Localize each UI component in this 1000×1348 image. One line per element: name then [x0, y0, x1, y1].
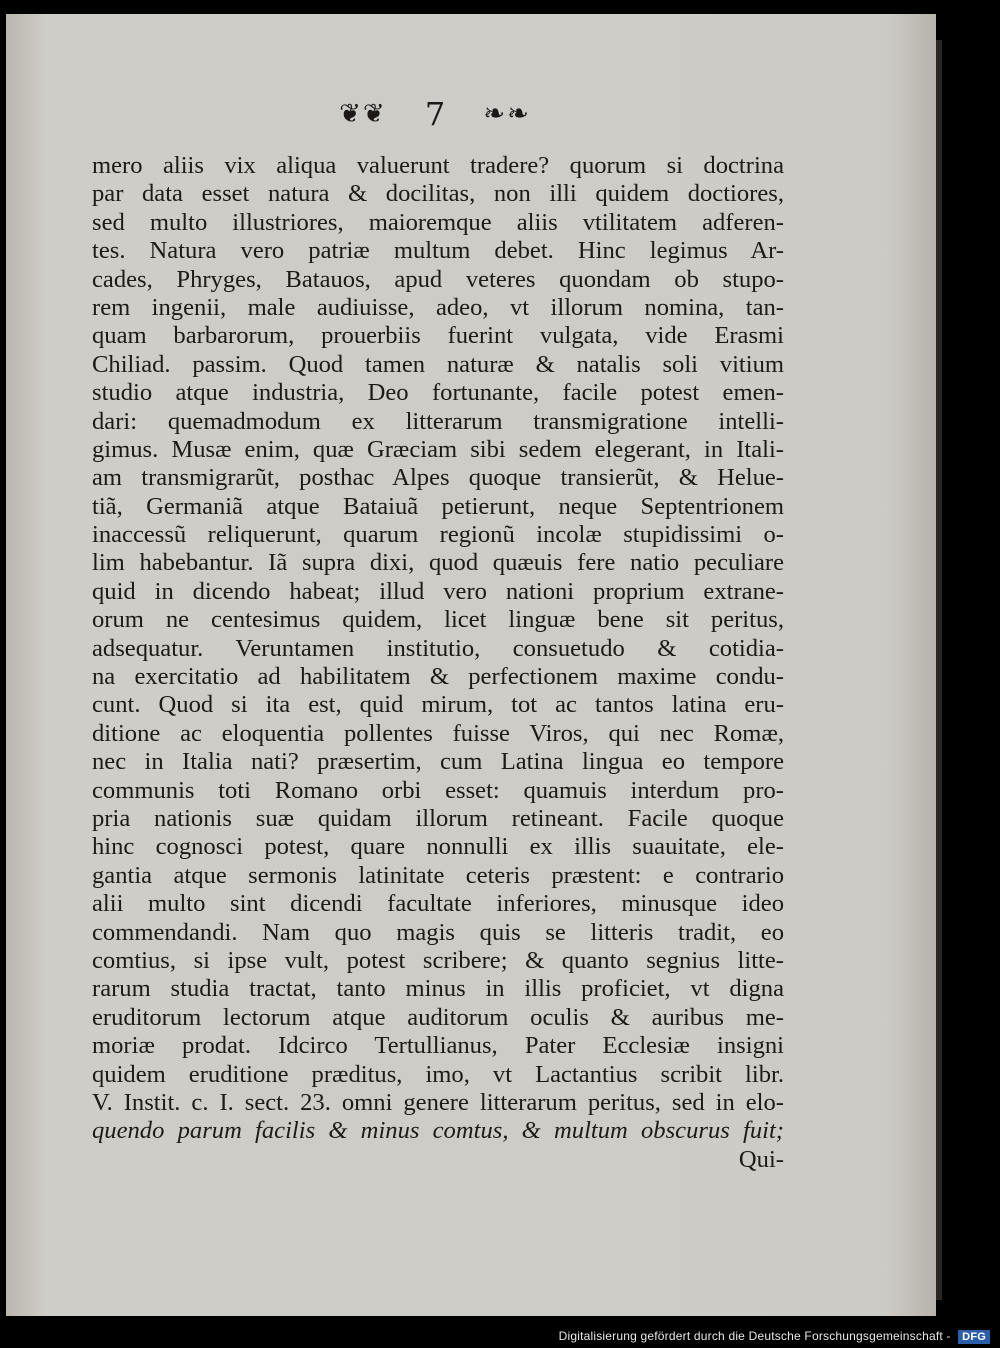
text-line: gantia atque sermonis latinitate ceteris præstent: e contrario [92, 861, 784, 889]
text-line: studio atque industria, Deo fortunante, facile potest emen- [92, 379, 784, 407]
text-line: commendandi. Nam quo magis quis se litteris tradit, eo [92, 918, 784, 946]
text-line: orum ne centesimus quidem, licet linguæ bene sit peritus, [92, 606, 784, 634]
text-line: tes. Natura vero patriæ multum debet. Hinc legimus Ar- [92, 237, 784, 265]
text-line: rem ingenii, male audiuisse, adeo, vt illorum nomina, tan- [92, 293, 784, 321]
page-header [0, 92, 870, 133]
text-line: hinc cognosci potest, quare nonnulli ex illis suauitate, ele- [92, 833, 784, 861]
text-line: cunt. Quod si ita est, quid mirum, tot ac tantos latina eru- [92, 691, 784, 719]
text-line: cades, Phryges, Batauos, apud veteres quondam ob stupo- [92, 265, 784, 293]
ornament-left-icon: ❦❦ [339, 98, 387, 129]
text-line: tiã, Germaniã atque Bataiuã petierunt, neque Septentrionem [92, 492, 784, 520]
digitization-credit [559, 1329, 990, 1344]
text-line: pria nationis suæ quidam illorum retineant. Facile quoque [92, 804, 784, 832]
text-line: Chiliad. passim. Quod tamen naturæ & natalis soli vitium [92, 350, 784, 378]
text-line: alii multo sint dicendi facultate inferiores, minusque ideo [92, 890, 784, 918]
text-line: na exercitatio ad habilitatem & perfectionem maxime condu- [92, 663, 784, 691]
ornament-right-icon: ❧❧ [483, 98, 531, 129]
text-line: rarum studia tractat, tanto minus in illis proficiet, vt digna [92, 975, 784, 1003]
text-line: adsequatur. Veruntamen institutio, consuetudo & cotidia- [92, 634, 784, 662]
text-line: ditione ac eloquentia pollentes fuisse Viros, qui nec Romæ, [92, 719, 784, 747]
page-number: 7 [424, 94, 446, 133]
page-edge [936, 40, 942, 1300]
text-line: comtius, si ipse vult, potest scribere; & quanto segnius litte- [92, 946, 784, 974]
text-line: communis toti Romano orbi esset: quamuis interdum pro- [92, 776, 784, 804]
text-line: lim habebantur. Iã supra dixi, quod quæuis fere natio peculiare [92, 549, 784, 577]
text-line: gimus. Musæ enim, quæ Græciam sibi sedem elegerant, in Itali- [92, 435, 784, 463]
text-line: V. Instit. c. I. sect. 23. omni genere litterarum peritus, sed in elo- [92, 1088, 784, 1116]
text-line: quidem eruditione præditus, imo, vt Lactantius scribit libr. [92, 1060, 784, 1088]
text-line: am transmigrarũt, posthac Alpes quoque transierũt, & Helue- [92, 464, 784, 492]
text-line: nec in Italia nati? præsertim, cum Latina lingua eo tempore [92, 748, 784, 776]
text-line: dari: quemadmodum ex litterarum transmigratione intelli- [92, 407, 784, 435]
text-line: sed multo illustriores, maioremque aliis vtilitatem adferen- [92, 208, 784, 236]
text-line: eruditorum lectorum atque auditorum oculis & auribus me- [92, 1003, 784, 1031]
text-line: quid in dicendo habeat; illud vero nationi proprium extrane- [92, 577, 784, 605]
body-text [92, 152, 784, 1174]
credit-text: Digitalisierung gefördert durch die Deutsche Forschungsgemeinschaft - [558, 1329, 951, 1343]
dfg-logo: DFG [958, 1330, 990, 1344]
text-line: mero aliis vix aliqua valuerunt tradere? quorum si doctrina [92, 152, 784, 179]
catchword: Qui- [738, 1145, 784, 1173]
text-line: inaccessũ reliquerunt, quarum regionũ incolæ stupidissimi o- [92, 521, 784, 549]
text-line: par data esset natura & docilitas, non illi quidem doctiores, [92, 180, 784, 208]
text-line-italic: quendo parum facilis & minus comtus, & multum obscurus fuit; [92, 1117, 784, 1145]
text-line: moriæ prodat. Idcirco Tertullianus, Pater Ecclesiæ insigni [92, 1032, 784, 1060]
text-line: quam barbarorum, prouerbiis fuerint vulgata, vide Erasmi [92, 322, 784, 350]
